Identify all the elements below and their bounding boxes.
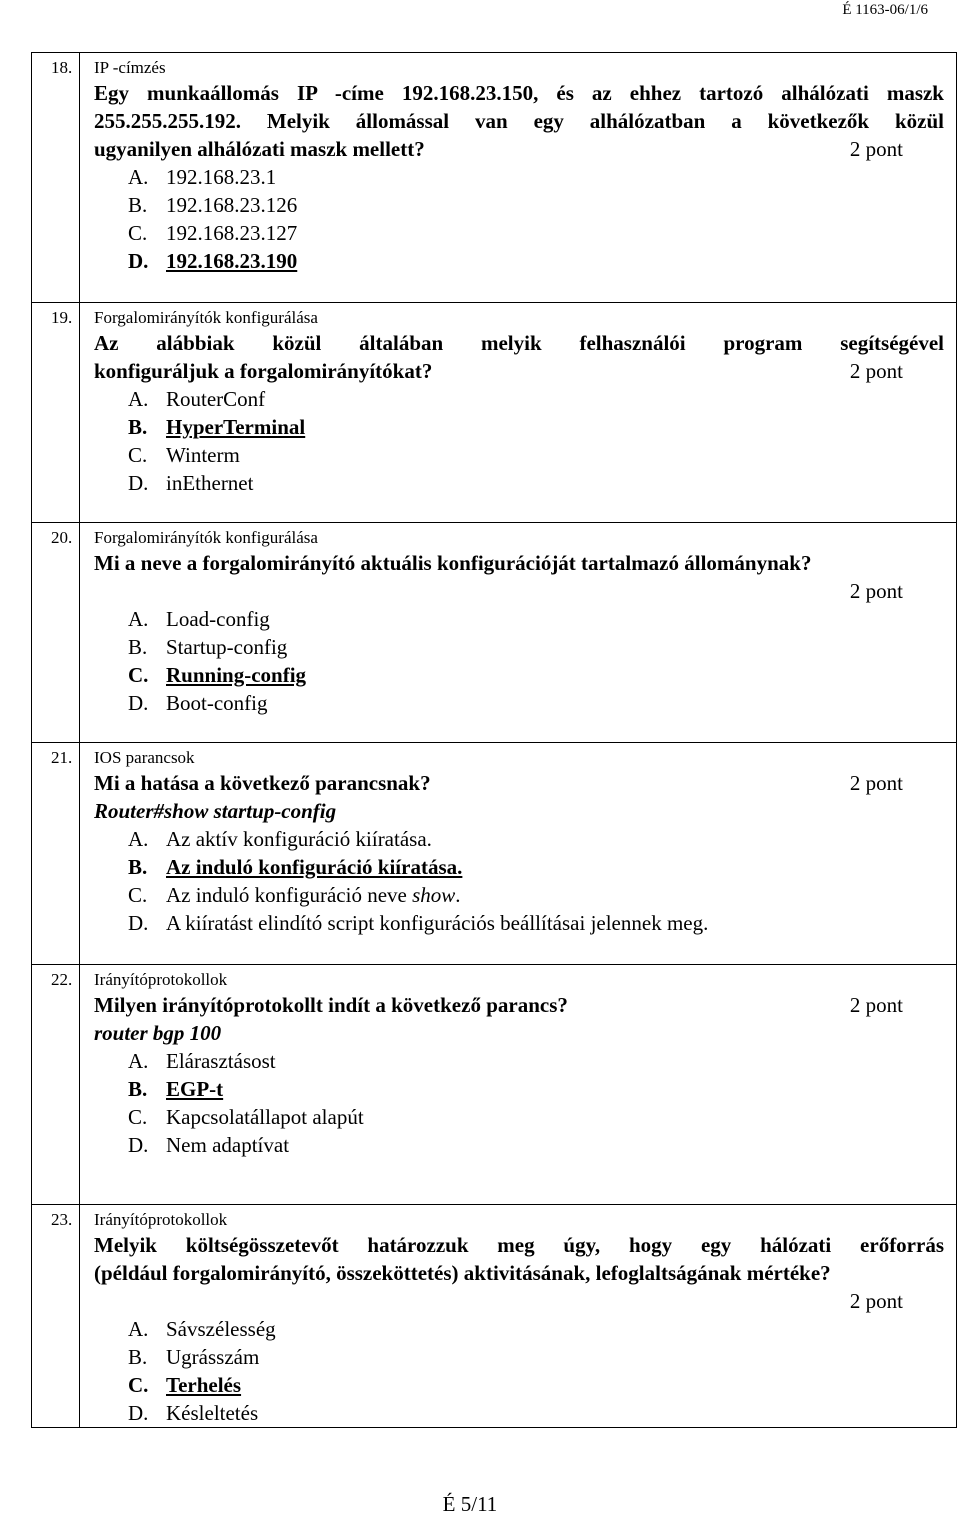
question-text-line: Melyik költségösszetevőt határozzuk meg úgy, hogy egy hálózati erőforrás	[94, 1233, 944, 1257]
answer-option-correct	[94, 1075, 944, 1103]
option-text: HyperTerminal	[166, 415, 306, 439]
option-text: Ugrásszám	[166, 1345, 260, 1369]
option-text: 192.168.23.127	[166, 221, 298, 245]
option-text-tail: .	[455, 883, 461, 907]
option-text: A kiíratást elindító script konfigurációs beállításai jelennek meg.	[166, 911, 709, 935]
question-text-line: Mi a neve a forgalomirányító aktuális konfigurációját tartalmazó állománynak?	[94, 551, 812, 575]
answer-option	[94, 385, 944, 413]
answer-option	[94, 191, 944, 219]
question-text-line: Milyen irányítóprotokollt indít a következő parancs?	[94, 993, 568, 1017]
document-code: É 1163-06/1/6	[842, 2, 928, 18]
question-row	[32, 743, 957, 965]
question-content	[80, 743, 957, 965]
option-text: 192.168.23.126	[166, 193, 298, 217]
question-row	[32, 303, 957, 523]
option-text: EGP-t	[166, 1077, 224, 1101]
question-content	[80, 965, 957, 1205]
option-letter: D.	[128, 249, 149, 273]
option-text: Sávszélesség	[166, 1317, 276, 1341]
question-row	[32, 53, 957, 303]
option-letter: B.	[128, 1345, 148, 1369]
option-text: Winterm	[166, 443, 240, 467]
answer-option	[94, 441, 944, 469]
option-letter: D.	[128, 1401, 149, 1425]
answer-option	[94, 469, 944, 497]
option-letter: D.	[128, 1133, 149, 1157]
question-topic: Irányítóprotokollok	[94, 1210, 228, 1229]
option-letter: C.	[128, 883, 148, 907]
question-content	[80, 303, 957, 523]
points-label: 2 pont	[849, 993, 903, 1017]
answer-option-correct	[94, 247, 944, 275]
option-text: Az aktív konfiguráció kiíratása.	[166, 827, 432, 851]
option-letter: D.	[128, 691, 149, 715]
question-number: 23.	[32, 1205, 80, 1428]
question-content	[80, 1205, 957, 1428]
question-number: 19.	[32, 303, 80, 523]
question-line-with-points	[94, 769, 944, 797]
option-text: Kapcsolatállapot alapút	[166, 1105, 364, 1129]
points-label: 2 pont	[849, 579, 903, 603]
points-label: 2 pont	[849, 1289, 903, 1313]
option-text: inEthernet	[166, 471, 254, 495]
option-text: Terhelés	[166, 1373, 242, 1397]
option-letter: A.	[128, 827, 149, 851]
option-letter: A.	[128, 607, 149, 631]
option-text: Az induló konfiguráció kiíratása.	[166, 855, 463, 879]
option-text: Boot-config	[166, 691, 268, 715]
option-letter: C.	[128, 663, 149, 687]
option-text: 192.168.23.1	[166, 165, 277, 189]
question-topic: Irányítóprotokollok	[94, 970, 228, 989]
answer-option	[94, 825, 944, 853]
answer-option	[94, 1103, 944, 1131]
question-text-line: Az alábbiak közül általában melyik felhasználói program segítségével	[94, 331, 944, 355]
question-row	[32, 523, 957, 743]
option-letter: C.	[128, 221, 148, 245]
question-number: 22.	[32, 965, 80, 1205]
option-text: Elárasztásost	[166, 1049, 276, 1073]
answer-option	[94, 881, 944, 909]
option-letter: A.	[128, 1049, 149, 1073]
question-text-line: (például forgalomirányító, összeköttetés) aktivitásának, lefoglaltságának mértéke?	[94, 1261, 831, 1285]
page-number: É 5/11	[442, 1492, 498, 1516]
answer-option-correct	[94, 853, 944, 881]
question-topic: Forgalomirányítók konfigurálása	[94, 308, 318, 327]
option-text: RouterConf	[166, 387, 266, 411]
points-label: 2 pont	[849, 771, 903, 795]
option-letter: A.	[128, 1317, 149, 1341]
option-text: Késleltetés	[166, 1401, 259, 1425]
option-text: Load-config	[166, 607, 270, 631]
answer-option	[94, 633, 944, 661]
option-text-italic: show	[412, 883, 456, 907]
answer-option-correct	[94, 661, 944, 689]
answer-option	[94, 219, 944, 247]
question-number: 20.	[32, 523, 80, 743]
command-text: router bgp 100	[94, 1021, 222, 1045]
question-topic: Forgalomirányítók konfigurálása	[94, 528, 318, 547]
question-text-line: Egy munkaállomás IP -címe 192.168.23.150, és az ehhez tartozó alhálózati maszk	[94, 81, 944, 105]
answer-option-correct	[94, 1371, 944, 1399]
questions-table	[31, 52, 957, 1428]
question-row	[32, 965, 957, 1205]
answer-option	[94, 1131, 944, 1159]
option-letter: B.	[128, 635, 148, 659]
question-content	[80, 53, 957, 303]
option-letter: C.	[128, 443, 148, 467]
question-line-with-points	[94, 991, 944, 1019]
question-text-line: Mi a hatása a következő parancsnak?	[94, 771, 431, 795]
option-letter: C.	[128, 1373, 149, 1397]
answer-option	[94, 689, 944, 717]
question-line-with-points	[94, 135, 944, 163]
question-number: 18.	[32, 53, 80, 303]
command-text: Router#show startup-config	[94, 799, 337, 823]
points-label: 2 pont	[849, 137, 903, 161]
question-topic: IP -címzés	[94, 58, 166, 77]
option-letter: B.	[128, 1077, 148, 1101]
question-content	[80, 523, 957, 743]
option-text: Az induló konfiguráció neve	[166, 883, 413, 907]
answer-option	[94, 1399, 944, 1427]
answer-option	[94, 163, 944, 191]
question-topic: IOS parancsok	[94, 748, 195, 767]
answer-option-correct	[94, 413, 944, 441]
option-letter: D.	[128, 471, 149, 495]
option-text: 192.168.23.190	[166, 249, 298, 273]
question-line-with-points	[94, 357, 944, 385]
option-letter: C.	[128, 1105, 148, 1129]
option-text: Nem adaptívat	[166, 1133, 290, 1157]
question-number: 21.	[32, 743, 80, 965]
option-letter: B.	[128, 415, 148, 439]
points-label: 2 pont	[849, 359, 903, 383]
question-text-line: ugyanilyen alhálózati maszk mellett?	[94, 137, 425, 161]
question-text-line: 255.255.255.192. Melyik állomással van egy alhálózatban a következők közül	[94, 109, 944, 133]
answer-option	[94, 1047, 944, 1075]
option-letter: A.	[128, 387, 149, 411]
option-letter: D.	[128, 911, 149, 935]
option-letter: B.	[128, 193, 148, 217]
question-text-line: konfiguráljuk a forgalomirányítókat?	[94, 359, 433, 383]
answer-option	[94, 909, 944, 937]
option-text: Running-config	[166, 663, 307, 687]
question-row	[32, 1205, 957, 1428]
option-letter: A.	[128, 165, 149, 189]
option-letter: B.	[128, 855, 148, 879]
answer-option	[94, 1315, 944, 1343]
answer-option	[94, 1343, 944, 1371]
answer-option	[94, 605, 944, 633]
option-text: Startup-config	[166, 635, 288, 659]
